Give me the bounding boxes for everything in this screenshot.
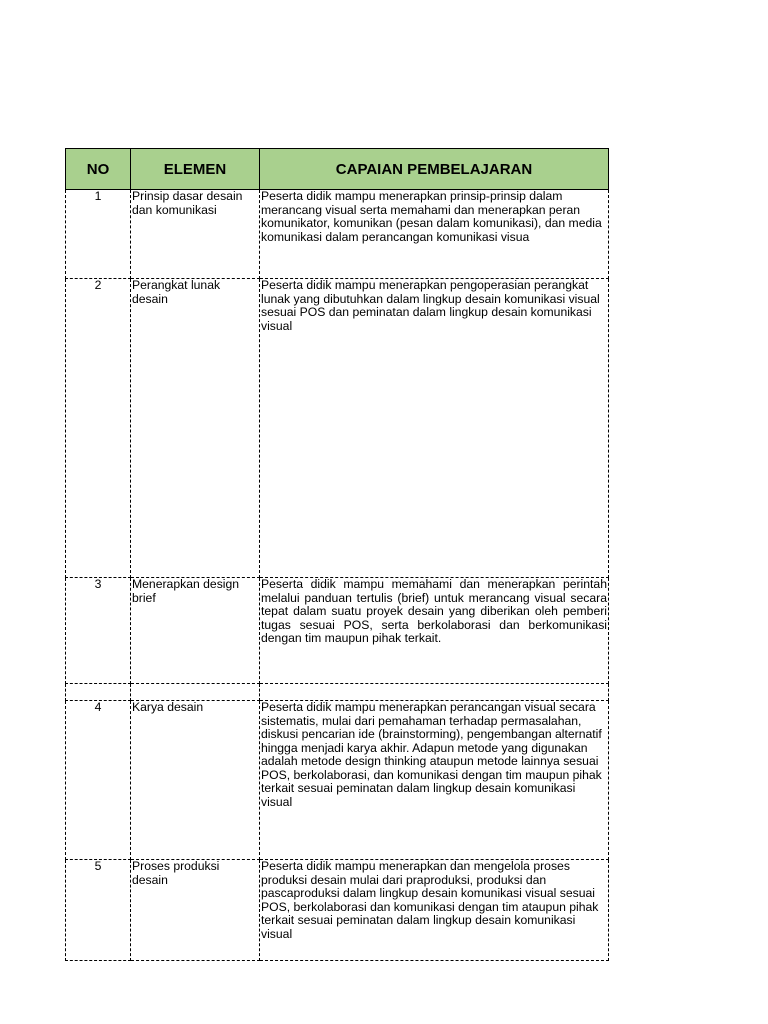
learning-outcomes-table [65,148,609,961]
row-elemen: Perangkat lunak desain [131,279,260,578]
row-number: 5 [66,860,131,961]
row-number: 3 [66,578,131,684]
header-no: NO [66,149,131,190]
row-elemen [131,684,260,701]
table-row-empty [66,684,609,701]
row-number: 4 [66,701,131,860]
row-elemen: Menerapkan design brief [131,578,260,684]
row-number: 2 [66,279,131,578]
row-elemen: Karya desain [131,701,260,860]
row-number [66,684,131,701]
header-capaian: CAPAIAN PEMBELAJARAN [260,149,609,190]
header-elemen: ELEMEN [131,149,260,190]
row-capaian: Peserta didik mampu menerapkan perancangan visual secara sistematis, mulai dari pemahaman terhadap permasalahan, diskusi pencarian ide (brainstorming), pengembangan alternatif hingga menjadi karya akhir. Adapun metode yang digunakan adalah metode design thinking ataupun metode lainnya sesuai POS, berkolaborasi, dan komunikasi dengan tim maupun pihak terkait sesuai peminatan dalam lingkup desain komunikasi visual [260,701,609,860]
row-number: 1 [66,190,131,279]
row-elemen: Prinsip dasar desain dan komunikasi [131,190,260,279]
table-row [66,860,609,961]
table-row [66,578,609,684]
row-capaian: Peserta didik mampu menerapkan prinsip-prinsip dalam merancang visual serta memahami dan menerapkan peran komunikator, komunikan (pesan dalam komunikasi), dan media komunikasi dalam perancangan komunikasi visua [260,190,609,279]
row-capaian: Peserta didik mampu memahami dan menerapkan perintah melalui panduan tertulis (brief) untuk merancang visual secara tepat dalam suatu proyek desain yang diberikan oleh pemberi tugas sesuai POS, serta berkolaborasi dan berkomunikasi dengan tim maupun pihak terkait. [260,578,609,684]
table-row [66,701,609,860]
table-row [66,190,609,279]
row-capaian: Peserta didik mampu menerapkan dan mengelola proses produksi desain mulai dari praproduksi, produksi dan pascaproduksi dalam lingkup desain komunikasi visual sesuai POS, berkolaborasi dan komunikasi dengan tim ataupun pihak terkait sesuai peminatan dalam lingkup desain komunikasi visual [260,860,609,961]
row-capaian [260,684,609,701]
row-elemen: Proses produksi desain [131,860,260,961]
table-row [66,279,609,578]
row-capaian: Peserta didik mampu menerapkan pengoperasian perangkat lunak yang dibutuhkan dalam lingkup desain komunikasi visual sesuai POS dan peminatan dalam lingkup desain komunikasi visual [260,279,609,578]
table-header-row [66,149,609,190]
table-viewport [65,148,608,941]
